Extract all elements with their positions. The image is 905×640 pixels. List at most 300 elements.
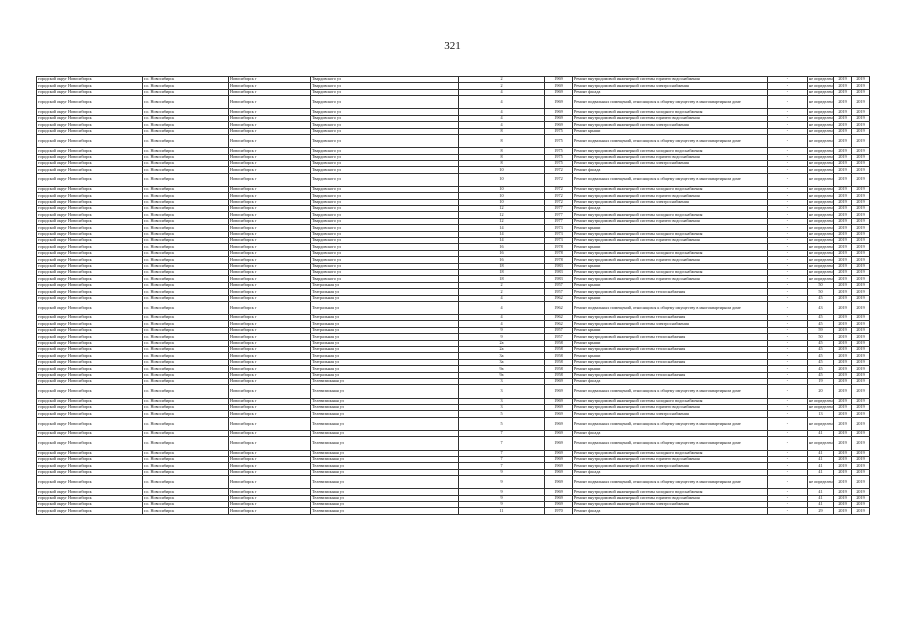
work-type-cell: Ремонт крыши xyxy=(573,295,768,301)
start-year-cell: 2019 xyxy=(834,378,852,384)
district-cell: городской округ Новосибирск xyxy=(37,167,143,173)
end-year-cell: 2019 xyxy=(852,173,870,186)
work-type-cell: Ремонт внутридомовой инженерной системы холодного водоснабжения xyxy=(573,489,768,495)
district-cell: городской округ Новосибирск xyxy=(37,508,143,514)
city-cell: Новосибирск г xyxy=(229,167,311,173)
term-cell: не определен xyxy=(809,404,833,410)
term-cell: 20 xyxy=(808,385,834,398)
street-cell: Театральная ул xyxy=(311,353,459,359)
term-cell: 59 xyxy=(808,327,834,333)
build-year-cell: 1983 xyxy=(545,269,573,275)
street-cell: Твардовского ул xyxy=(311,269,459,275)
end-year-cell: 2019 xyxy=(852,366,870,372)
street-cell: Телевизионная ул xyxy=(311,502,459,508)
start-year-cell: 2019 xyxy=(834,340,852,346)
district-cell: городской округ Новосибирск xyxy=(37,289,143,295)
house-number-cell: 7 xyxy=(459,463,545,469)
start-year-cell: 2019 xyxy=(834,128,852,134)
house-number-cell: 12 xyxy=(459,218,545,224)
street-cell: Телевизионная ул xyxy=(311,404,459,410)
district-cell: городской округ Новосибирск xyxy=(37,77,143,83)
work-type-cell: Ремонт внутридомовой инженерной системы горячего водоснабжения xyxy=(573,115,768,121)
street-cell: Твардовского ул xyxy=(311,134,459,147)
build-year-cell: 1958 xyxy=(545,366,573,372)
cost-cell: - xyxy=(768,378,808,384)
cost-cell: - xyxy=(768,301,808,314)
cost-cell: - xyxy=(768,463,808,469)
start-year-cell: 2019 xyxy=(834,411,852,417)
settlement-cell: г.о. Новосибирск xyxy=(143,250,229,256)
work-type-cell: Ремонт внутридомовой инженерной системы горячего водоснабжения xyxy=(573,154,768,160)
house-number-cell: 4 xyxy=(459,295,545,301)
term-cell: не определен xyxy=(809,108,833,114)
city-cell: Новосибирск г xyxy=(229,154,311,160)
term-cell: 45 xyxy=(808,353,834,359)
settlement-cell: г.о. Новосибирск xyxy=(143,437,229,450)
street-cell: Телевизионная ул xyxy=(311,489,459,495)
table-row xyxy=(37,96,870,109)
cost-cell: - xyxy=(768,315,808,321)
house-number-cell: 9 xyxy=(459,469,545,475)
build-year-cell: 1969 xyxy=(545,495,573,501)
work-type-cell: Ремонт внутридомовой инженерной системы горячего водоснабжения xyxy=(573,495,768,501)
build-year-cell: 1969 xyxy=(545,456,573,462)
end-year-cell: 2019 xyxy=(852,450,870,456)
settlement-cell: г.о. Новосибирск xyxy=(143,263,229,269)
street-cell: Телевизионная ул xyxy=(311,469,459,475)
cost-cell: - xyxy=(768,225,808,231)
build-year-cell: 1958 xyxy=(545,340,573,346)
city-cell: Новосибирск г xyxy=(229,398,311,404)
street-cell: Твардовского ул xyxy=(311,237,459,243)
cost-cell: - xyxy=(768,237,808,243)
city-cell: Новосибирск г xyxy=(229,160,311,166)
city-cell: Новосибирск г xyxy=(229,148,311,154)
start-year-cell: 2019 xyxy=(834,212,852,218)
end-year-cell: 2019 xyxy=(852,469,870,475)
house-number-cell: 2а xyxy=(459,347,545,353)
house-number-cell: 8 xyxy=(459,128,545,134)
cost-cell: - xyxy=(768,327,808,333)
city-cell: Новосибирск г xyxy=(229,495,311,501)
settlement-cell: г.о. Новосибирск xyxy=(143,508,229,514)
term-cell: 41 xyxy=(808,502,834,508)
term-cell: не определен xyxy=(808,134,834,147)
district-cell: городской округ Новосибирск xyxy=(37,502,143,508)
term-cell: не определен xyxy=(809,398,833,403)
term-cell: 45 xyxy=(808,347,834,353)
build-year-cell: 1958 xyxy=(545,353,573,359)
city-cell: Новосибирск г xyxy=(229,301,311,314)
house-number-cell: 14 xyxy=(459,237,545,243)
end-year-cell: 2019 xyxy=(852,327,870,333)
cost-cell: - xyxy=(768,148,808,154)
settlement-cell: г.о. Новосибирск xyxy=(143,404,229,410)
cost-cell: - xyxy=(768,96,808,109)
start-year-cell: 2019 xyxy=(834,469,852,475)
start-year-cell: 2019 xyxy=(834,115,852,121)
street-cell: Твардовского ул xyxy=(311,122,459,128)
city-cell: Новосибирск г xyxy=(229,96,311,109)
cost-cell: - xyxy=(768,269,808,275)
start-year-cell: 2019 xyxy=(834,244,852,250)
settlement-cell: г.о. Новосибирск xyxy=(143,378,229,384)
street-cell: Театральная ул xyxy=(311,282,459,288)
start-year-cell: 2019 xyxy=(834,359,852,365)
build-year-cell: 1978 xyxy=(545,257,573,263)
work-type-cell: Ремонт фасада xyxy=(573,378,768,384)
build-year-cell: 1975 xyxy=(545,134,573,147)
street-cell: Твардовского ул xyxy=(311,263,459,269)
house-number-cell: 3 xyxy=(459,398,545,404)
build-year-cell: 1978 xyxy=(545,250,573,256)
end-year-cell: 2019 xyxy=(852,148,870,154)
cost-cell: - xyxy=(768,218,808,224)
district-cell: городской округ Новосибирск xyxy=(37,173,143,186)
district-cell: городской округ Новосибирск xyxy=(37,231,143,237)
city-cell: Новосибирск г xyxy=(229,225,311,231)
house-number-cell: 14 xyxy=(459,231,545,237)
term-cell: не определен xyxy=(809,250,833,256)
city-cell: Новосибирск г xyxy=(229,269,311,275)
start-year-cell: 2019 xyxy=(834,199,852,205)
term-cell: 45 xyxy=(808,315,834,321)
street-cell: Театральная ул xyxy=(311,359,459,365)
start-year-cell: 2019 xyxy=(834,173,852,186)
work-type-cell: Ремонт внутридомовой инженерной системы электроснабжения xyxy=(573,160,768,166)
term-cell: не определен xyxy=(808,173,834,186)
cost-cell: - xyxy=(768,206,808,212)
build-year-cell: 1973 xyxy=(545,237,573,243)
term-cell: не определен xyxy=(809,166,833,172)
settlement-cell: г.о. Новосибирск xyxy=(143,186,229,192)
house-number-cell: 12 xyxy=(459,212,545,218)
house-number-cell: 7 xyxy=(459,430,545,436)
district-cell: городской округ Новосибирск xyxy=(37,193,143,199)
term-cell: не определен xyxy=(808,476,834,489)
settlement-cell: г.о. Новосибирск xyxy=(143,476,229,489)
district-cell: городской округ Новосибирск xyxy=(37,495,143,501)
house-number-cell: 5 xyxy=(459,417,545,430)
end-year-cell: 2019 xyxy=(852,212,870,218)
work-type-cell: Ремонт крыши xyxy=(573,128,768,134)
end-year-cell: 2019 xyxy=(852,334,870,340)
cost-cell: - xyxy=(768,77,808,83)
term-cell: не определен xyxy=(808,96,834,109)
end-year-cell: 2019 xyxy=(852,372,870,378)
start-year-cell: 2019 xyxy=(834,83,852,89)
start-year-cell: 2019 xyxy=(834,327,852,333)
district-cell: городской округ Новосибирск xyxy=(37,122,143,128)
table-row xyxy=(37,134,870,147)
term-cell: не определен xyxy=(809,115,833,121)
cost-cell: - xyxy=(768,476,808,489)
term-cell: 45 xyxy=(808,321,834,327)
settlement-cell: г.о. Новосибирск xyxy=(143,301,229,314)
district-cell: городской округ Новосибирск xyxy=(37,206,143,212)
street-cell: Твардовского ул xyxy=(311,244,459,250)
start-year-cell: 2019 xyxy=(834,495,852,501)
end-year-cell: 2019 xyxy=(852,167,870,173)
end-year-cell: 2019 xyxy=(852,250,870,256)
cost-cell: - xyxy=(768,411,808,417)
city-cell: Новосибирск г xyxy=(229,83,311,89)
term-cell: 41 xyxy=(808,463,834,469)
work-type-cell: Ремонт крыши xyxy=(573,366,768,372)
end-year-cell: 2019 xyxy=(852,225,870,231)
start-year-cell: 2019 xyxy=(834,160,852,166)
cost-cell: - xyxy=(768,115,808,121)
street-cell: Твардовского ул xyxy=(311,257,459,263)
district-cell: городской округ Новосибирск xyxy=(37,263,143,269)
build-year-cell: 1969 xyxy=(545,476,573,489)
city-cell: Новосибирск г xyxy=(229,437,311,450)
settlement-cell: г.о. Новосибирск xyxy=(143,315,229,321)
house-number-cell: 4 xyxy=(459,315,545,321)
street-cell: Театральная ул xyxy=(311,372,459,378)
start-year-cell: 2019 xyxy=(834,437,852,450)
start-year-cell: 2019 xyxy=(834,231,852,237)
start-year-cell: 2019 xyxy=(834,456,852,462)
house-number-cell: 4 xyxy=(459,89,545,95)
street-cell: Твардовского ул xyxy=(311,276,459,282)
street-cell: Театральная ул xyxy=(311,289,459,295)
cost-cell: - xyxy=(768,263,808,269)
street-cell: Телевизионная ул xyxy=(311,495,459,501)
term-cell: не определен xyxy=(809,121,833,127)
street-cell: Твардовского ул xyxy=(311,128,459,134)
term-cell: не определен xyxy=(809,186,833,192)
build-year-cell: 1975 xyxy=(545,128,573,134)
end-year-cell: 2019 xyxy=(852,96,870,109)
district-cell: городской округ Новосибирск xyxy=(37,372,143,378)
cost-cell: - xyxy=(768,398,808,404)
build-year-cell: 1969 xyxy=(545,469,573,475)
end-year-cell: 2019 xyxy=(852,340,870,346)
table-row xyxy=(37,476,870,489)
district-cell: городской округ Новосибирск xyxy=(37,89,143,95)
work-type-cell: Ремонт внутридомовой инженерной системы холодного водоснабжения xyxy=(573,269,768,275)
cost-cell: - xyxy=(768,495,808,501)
settlement-cell: г.о. Новосибирск xyxy=(143,385,229,398)
street-cell: Театральная ул xyxy=(311,340,459,346)
end-year-cell: 2019 xyxy=(852,301,870,314)
settlement-cell: г.о. Новосибирск xyxy=(143,463,229,469)
district-cell: городской округ Новосибирск xyxy=(37,276,143,282)
term-cell: 45 xyxy=(808,372,834,378)
work-type-cell: Ремонт внутридомовой инженерной системы теплоснабжения xyxy=(573,372,768,378)
start-year-cell: 2019 xyxy=(834,366,852,372)
cost-cell: - xyxy=(768,404,808,410)
district-cell: городской округ Новосибирск xyxy=(37,476,143,489)
district-cell: городской округ Новосибирск xyxy=(37,212,143,218)
cost-cell: - xyxy=(768,289,808,295)
work-type-cell: Ремонт внутридомовой инженерной системы горячего водоснабжения xyxy=(573,276,768,282)
build-year-cell: 1969 xyxy=(545,109,573,115)
term-cell: 45 xyxy=(808,359,834,365)
city-cell: Новосибирск г xyxy=(229,359,311,365)
term-cell: не определен xyxy=(809,211,833,217)
street-cell: Театральная ул xyxy=(311,334,459,340)
street-cell: Твардовского ул xyxy=(311,199,459,205)
settlement-cell: г.о. Новосибирск xyxy=(143,115,229,121)
city-cell: Новосибирск г xyxy=(229,128,311,134)
cost-cell: - xyxy=(768,282,808,288)
end-year-cell: 2019 xyxy=(852,463,870,469)
district-cell: городской округ Новосибирск xyxy=(37,269,143,275)
work-type-cell: Ремонт внутридомовой инженерной системы горячего водоснабжения xyxy=(573,218,768,224)
cost-cell: - xyxy=(768,347,808,353)
start-year-cell: 2019 xyxy=(834,502,852,508)
city-cell: Новосибирск г xyxy=(229,231,311,237)
end-year-cell: 2019 xyxy=(852,437,870,450)
work-type-cell: Ремонт фасада xyxy=(573,89,768,95)
end-year-cell: 2019 xyxy=(852,122,870,128)
end-year-cell: 2019 xyxy=(852,282,870,288)
start-year-cell: 2019 xyxy=(834,218,852,224)
city-cell: Новосибирск г xyxy=(229,263,311,269)
street-cell: Твардовского ул xyxy=(311,167,459,173)
work-type-cell: Ремонт внутридомовой инженерной системы холодного водоснабжения xyxy=(573,250,768,256)
start-year-cell: 2019 xyxy=(834,167,852,173)
work-type-cell: Ремонт внутридомовой инженерной системы электроснабжения xyxy=(573,199,768,205)
build-year-cell: 1957 xyxy=(545,282,573,288)
city-cell: Новосибирск г xyxy=(229,206,311,212)
settlement-cell: г.о. Новосибирск xyxy=(143,430,229,436)
settlement-cell: г.о. Новосибирск xyxy=(143,77,229,83)
district-cell: городской округ Новосибирск xyxy=(37,359,143,365)
work-type-cell: Ремонт внутридомовой инженерной системы горячего водоснабжения xyxy=(573,237,768,243)
settlement-cell: г.о. Новосибирск xyxy=(143,469,229,475)
cost-cell: - xyxy=(768,173,808,186)
district-cell: городской округ Новосибирск xyxy=(37,257,143,263)
cost-cell: - xyxy=(768,340,808,346)
work-type-cell: Ремонт крыши xyxy=(573,353,768,359)
end-year-cell: 2019 xyxy=(852,315,870,321)
end-year-cell: 2019 xyxy=(852,359,870,365)
street-cell: Твардовского ул xyxy=(311,173,459,186)
district-cell: городской округ Новосибирск xyxy=(37,347,143,353)
start-year-cell: 2019 xyxy=(834,282,852,288)
work-type-cell: Ремонт внутридомовой инженерной системы электроснабжения xyxy=(573,502,768,508)
work-type-cell: Ремонт внутридомовой инженерной системы холодного водоснабжения xyxy=(573,148,768,154)
city-cell: Новосибирск г xyxy=(229,334,311,340)
district-cell: городской округ Новосибирск xyxy=(37,134,143,147)
build-year-cell: 1983 xyxy=(545,276,573,282)
house-number-cell: 5 xyxy=(459,411,545,417)
end-year-cell: 2019 xyxy=(852,508,870,514)
cost-cell: - xyxy=(768,469,808,475)
end-year-cell: 2019 xyxy=(852,199,870,205)
city-cell: Новосибирск г xyxy=(229,276,311,282)
house-number-cell: 18 xyxy=(459,263,545,269)
build-year-cell: 1972 xyxy=(545,167,573,173)
street-cell: Твардовского ул xyxy=(311,231,459,237)
city-cell: Новосибирск г xyxy=(229,417,311,430)
house-number-cell: 2 xyxy=(459,289,545,295)
build-year-cell: 1973 xyxy=(545,225,573,231)
city-cell: Новосибирск г xyxy=(229,411,311,417)
build-year-cell: 1957 xyxy=(545,334,573,340)
term-cell: не определен xyxy=(809,243,833,249)
district-cell: городской округ Новосибирск xyxy=(37,301,143,314)
district-cell: городской округ Новосибирск xyxy=(37,237,143,243)
start-year-cell: 2019 xyxy=(834,404,852,410)
city-cell: Новосибирск г xyxy=(229,508,311,514)
settlement-cell: г.о. Новосибирск xyxy=(143,257,229,263)
start-year-cell: 2019 xyxy=(834,225,852,231)
end-year-cell: 2019 xyxy=(852,257,870,263)
district-cell: городской округ Новосибирск xyxy=(37,186,143,192)
cost-cell: - xyxy=(768,257,808,263)
build-year-cell: 1958 xyxy=(545,372,573,378)
term-cell: не определен xyxy=(809,269,833,275)
work-type-cell: Ремонт фасада xyxy=(573,430,768,436)
term-cell: 50 xyxy=(808,289,834,295)
cost-cell: - xyxy=(768,321,808,327)
end-year-cell: 2019 xyxy=(852,502,870,508)
settlement-cell: г.о. Новосибирск xyxy=(143,269,229,275)
build-year-cell: 1978 xyxy=(545,244,573,250)
term-cell: не определен xyxy=(808,437,834,450)
work-type-cell: Ремонт внутридомовой инженерной системы холодного водоснабжения xyxy=(573,212,768,218)
start-year-cell: 2019 xyxy=(834,148,852,154)
end-year-cell: 2019 xyxy=(852,417,870,430)
street-cell: Твардовского ул xyxy=(311,212,459,218)
start-year-cell: 2019 xyxy=(834,321,852,327)
term-cell: 41 xyxy=(808,469,834,475)
build-year-cell: 1969 xyxy=(545,378,573,384)
term-cell: не определен xyxy=(809,154,833,159)
city-cell: Новосибирск г xyxy=(229,315,311,321)
table-row xyxy=(37,173,870,186)
build-year-cell: 1977 xyxy=(545,212,573,218)
build-year-cell: 1969 xyxy=(545,77,573,83)
term-cell: не определен xyxy=(809,82,833,88)
build-year-cell: 1962 xyxy=(545,295,573,301)
work-type-cell: Ремонт подвальных помещений, относящихся к общему имуществу в многоквартирном доме xyxy=(573,134,768,147)
cost-cell: - xyxy=(768,334,808,340)
settlement-cell: г.о. Новосибирск xyxy=(143,160,229,166)
house-number-cell: 18 xyxy=(459,269,545,275)
settlement-cell: г.о. Новосибирск xyxy=(143,340,229,346)
city-cell: Новосибирск г xyxy=(229,476,311,489)
settlement-cell: г.о. Новосибирск xyxy=(143,289,229,295)
start-year-cell: 2019 xyxy=(834,417,852,430)
start-year-cell: 2019 xyxy=(834,250,852,256)
house-number-cell: 7 xyxy=(459,437,545,450)
build-year-cell: 1975 xyxy=(545,148,573,154)
settlement-cell: г.о. Новосибирск xyxy=(143,148,229,154)
house-number-cell: 9 xyxy=(459,495,545,501)
settlement-cell: г.о. Новосибирск xyxy=(143,193,229,199)
house-number-cell: 7 xyxy=(459,450,545,456)
build-year-cell: 1969 xyxy=(545,89,573,95)
district-cell: городской округ Новосибирск xyxy=(37,96,143,109)
end-year-cell: 2019 xyxy=(852,347,870,353)
work-type-cell: Ремонт внутридомовой инженерной системы электроснабжения xyxy=(573,122,768,128)
build-year-cell: 1977 xyxy=(545,218,573,224)
term-cell: 41 xyxy=(808,489,834,495)
end-year-cell: 2019 xyxy=(852,128,870,134)
city-cell: Новосибирск г xyxy=(229,115,311,121)
settlement-cell: г.о. Новосибирск xyxy=(143,96,229,109)
settlement-cell: г.о. Новосибирск xyxy=(143,334,229,340)
city-cell: Новосибирск г xyxy=(229,372,311,378)
term-cell: 45 xyxy=(808,340,834,346)
start-year-cell: 2019 xyxy=(834,269,852,275)
end-year-cell: 2019 xyxy=(852,193,870,199)
